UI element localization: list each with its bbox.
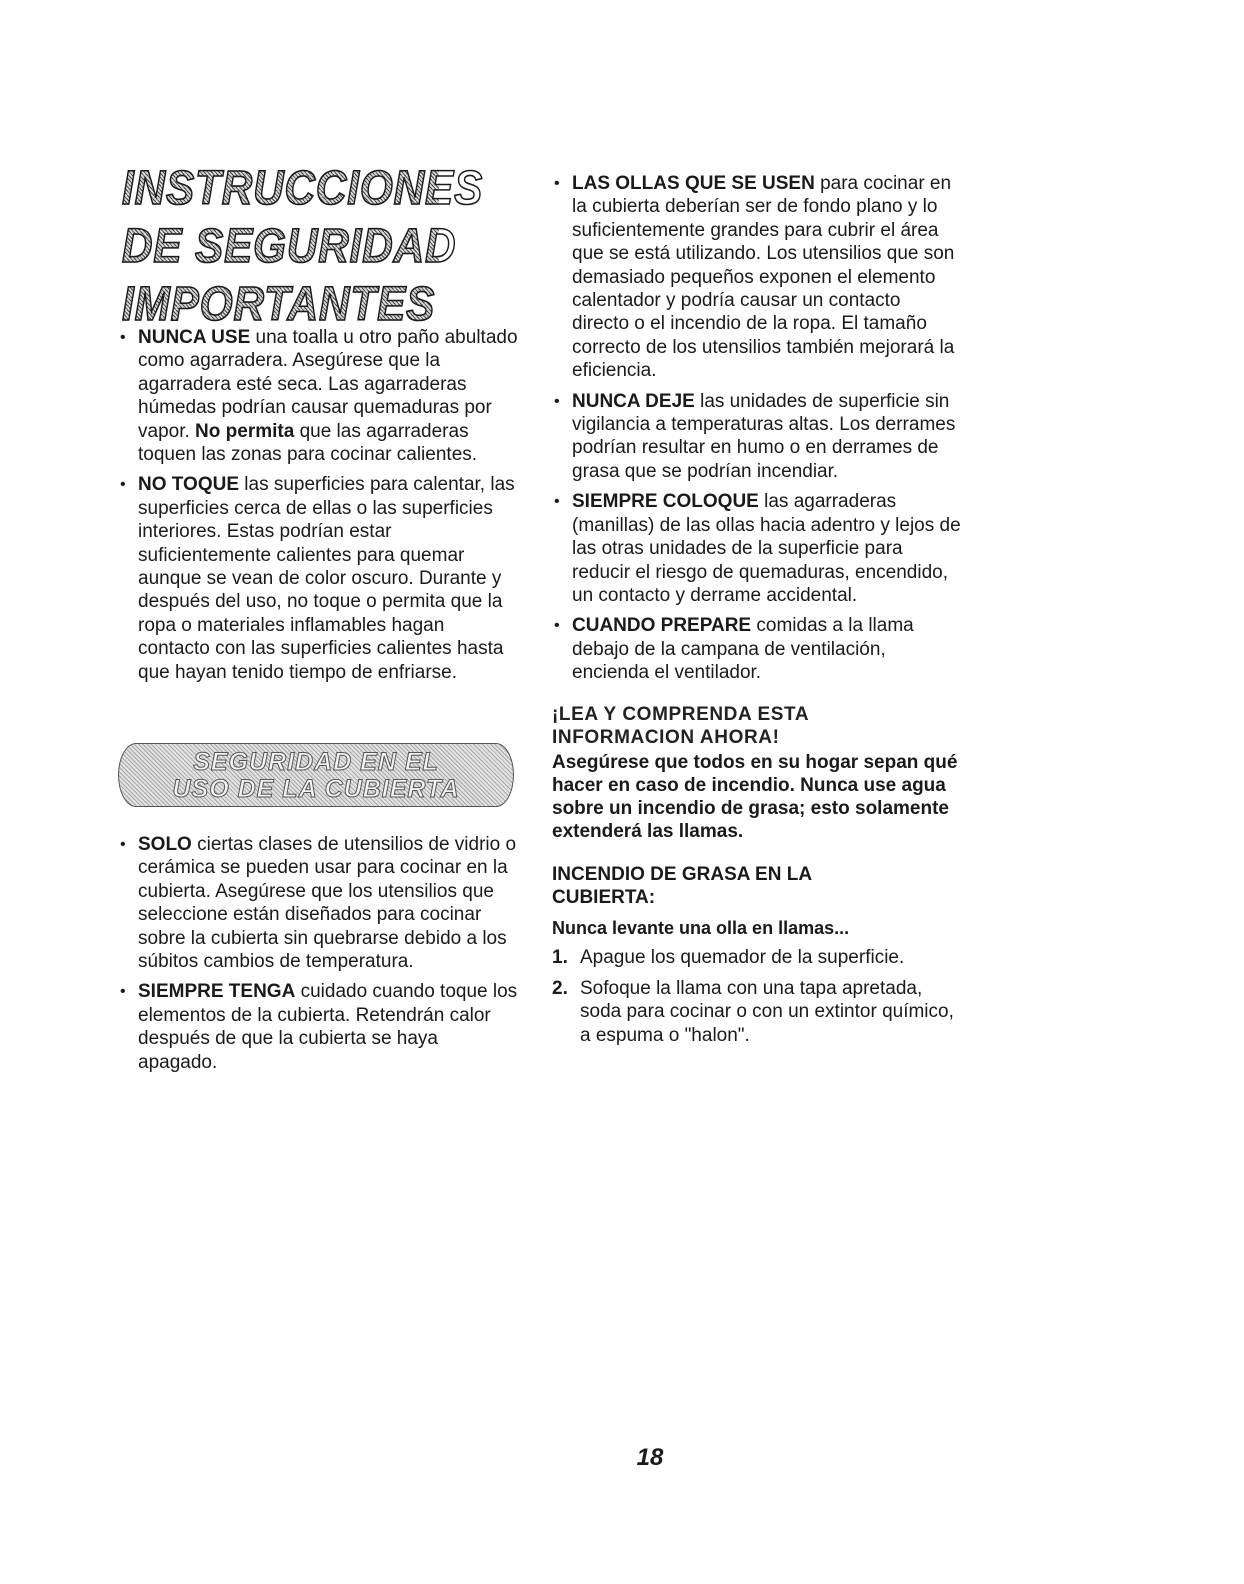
- keyword: No permita: [195, 420, 295, 442]
- list-item: [552, 490, 962, 607]
- grease-fire-heading-line-2: CUBIERTA:: [552, 886, 656, 908]
- step-item: [552, 946, 962, 969]
- left-column-top: [118, 326, 518, 691]
- banner-title: [119, 749, 513, 803]
- banner-line-2: USO DE LA CUBIERTA: [172, 775, 460, 803]
- list-item: [552, 390, 962, 484]
- section-banner: [118, 743, 514, 807]
- step-item: [552, 977, 962, 1047]
- left-column-bottom: [118, 833, 518, 1081]
- warning-heading-line-1: ¡LEA Y COMPRENDA ESTA: [552, 703, 810, 725]
- keyword: NO TOQUE: [138, 474, 239, 496]
- keyword: SIEMPRE COLOQUE: [572, 491, 759, 513]
- list-item: [118, 473, 518, 684]
- grease-fire-subheading: Nunca levante una olla en llamas...: [552, 917, 850, 938]
- item-text: para cocinar en la cubierta deberían ser de fondo plano y lo suficientemente grandes para cubrir el área que se está utilizando. Los utensilios que son demasiado pequeños exponen el elemento calentador y podría causar un contacto directo o el incendio de la ropa. El tamaño correcto de los utensilios también mejorará la eficiencia.: [572, 173, 955, 382]
- step-number: 1.: [552, 946, 568, 968]
- step-text: Apague los quemador de la superficie.: [580, 946, 905, 968]
- keyword: SOLO: [138, 834, 192, 855]
- keyword: NUNCA DEJE: [572, 390, 695, 412]
- keyword: LAS OLLAS QUE SE USEN: [572, 173, 815, 194]
- list-item: [552, 614, 962, 684]
- warning-body: Asegúrese que todos en su hogar sepan qué hacer en caso de incendio. Nunca use agua sobre un incendio de grasa; esto solamente extenderá las llamas.: [552, 751, 958, 842]
- item-text: comidas a la llama debajo de la campana de ventilación, encienda el ventilador.: [572, 615, 914, 684]
- warning-heading-line-2: INFORMACION AHORA!: [552, 726, 780, 748]
- item-text: una toalla u otro paño abultado como agarradera. Asegúrese que la agarradera esté seca. Las agarraderas húmedas podrían causar quemaduras por vapor.: [138, 327, 518, 442]
- safety-list-top: [118, 326, 518, 684]
- title-line-3: IMPORTANTES: [122, 278, 436, 331]
- keyword: NUNCA USE: [138, 327, 251, 348]
- banner-line-1: SEGURIDAD EN EL: [193, 748, 439, 776]
- item-text: que las agarraderas toquen las zonas para cocinar calientes.: [138, 420, 478, 466]
- keyword: SIEMPRE TENGA: [138, 981, 296, 1003]
- step-number: 2.: [552, 977, 568, 999]
- item-text: las superficies para calentar, las superficies cerca de ellas o las superficies interiores. Estas podrían estar suficientemente calientes para quemar aunque se vean de color oscuro. Durante y después del uso, no toque o permita que la ropa o materiales inflamables hagan contacto con las superficies calientes hasta que hayan tenido tiempo de enfriarse.: [138, 474, 515, 683]
- list-item: [118, 980, 518, 1074]
- warning-heading: [552, 703, 962, 749]
- grease-fire-heading: [552, 863, 962, 909]
- item-text: las unidades de superficie sin vigilancia a temperaturas altas. Los derrames podrían resultar en humo o en derrames de grasa que se podrían incendiar.: [572, 390, 956, 482]
- item-text: ciertas clases de utensilios de vidrio o cerámica se pueden usar para cocinar en la cubierta. Asegúrese que los utensilios que seleccione están diseñados para cocinar sobre la cubierta sin quebrarse debido a los súbitos cambios de temperatura.: [138, 834, 517, 973]
- list-item: [552, 172, 962, 383]
- title-line-1: INSTRUCCIONES: [122, 162, 484, 215]
- safety-list-bottom: [118, 833, 518, 1074]
- right-column: [552, 172, 962, 1055]
- title-line-2: DE SEGURIDAD: [122, 220, 457, 273]
- grease-fire-steps: [552, 946, 962, 1048]
- list-item: [118, 833, 518, 973]
- list-item: [118, 326, 518, 466]
- grease-fire-heading-line-1: INCENDIO DE GRASA EN LA: [552, 863, 813, 885]
- item-text: las agarraderas (manillas) de las ollas hacia adentro y lejos de las otras unidades de la superficie para reducir el riesgo de quemaduras, encendido, un contacto y derrame accidental.: [572, 491, 961, 606]
- item-text: cuidado cuando toque los elementos de la cubierta. Retendrán calor después de que la cubierta se haya apagado.: [138, 981, 518, 1073]
- step-text: Sofoque la llama con una tapa apretada, soda para cocinar o con un extintor químico, a espuma o "halon".: [580, 977, 954, 1046]
- page-number: 18: [636, 1444, 664, 1471]
- keyword: CUANDO PREPARE: [572, 615, 752, 637]
- safety-list-right: [552, 172, 962, 685]
- page-title: [122, 160, 484, 334]
